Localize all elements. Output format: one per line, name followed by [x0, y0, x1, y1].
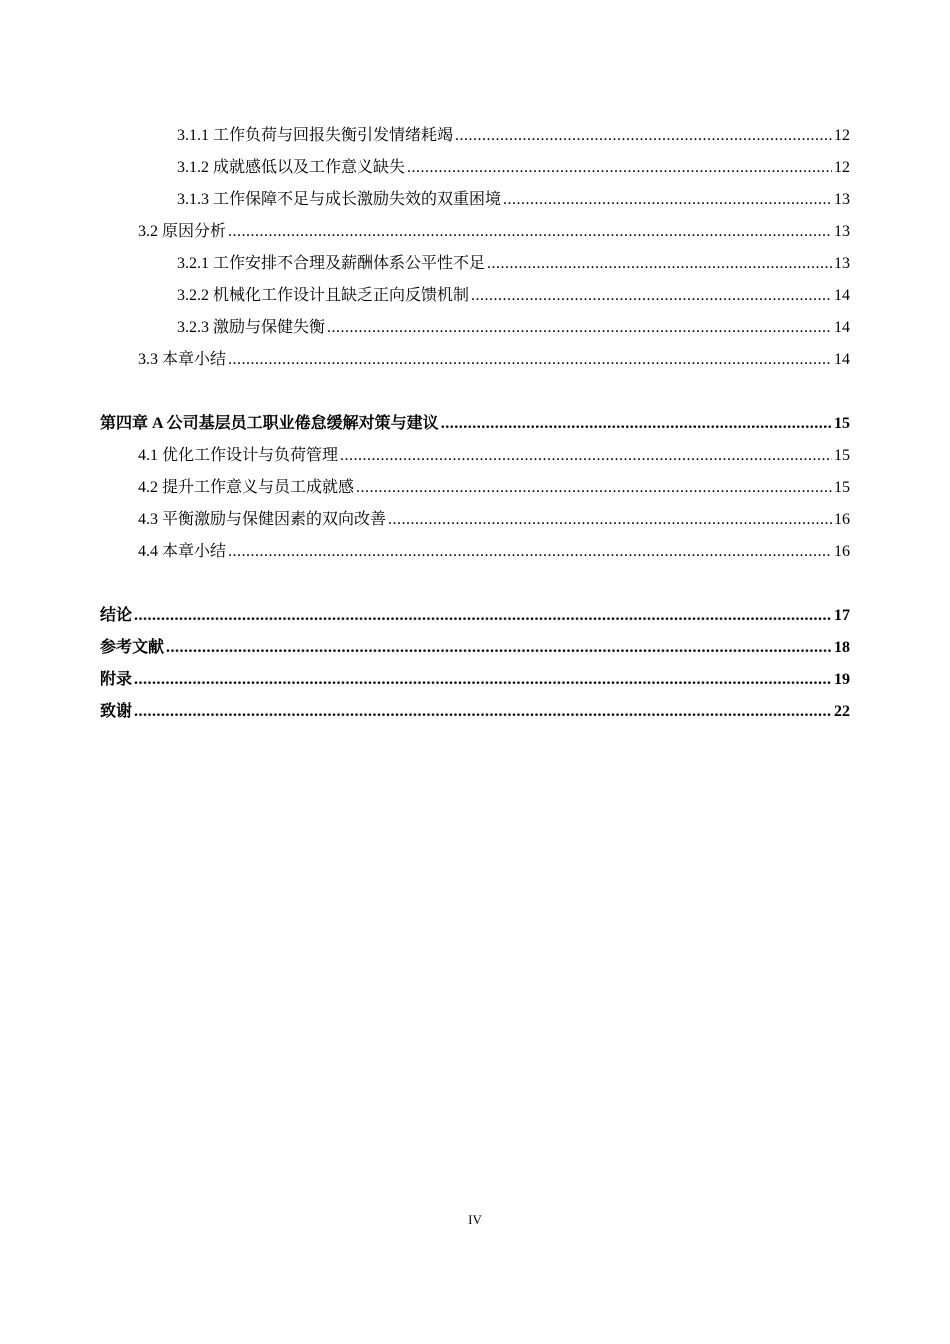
- toc-entry-label: 3.1.1 工作负荷与回报失衡引发情绪耗竭: [177, 127, 454, 144]
- toc-entry-label: 3.2 原因分析: [138, 223, 227, 240]
- toc-entry-label: 4.1 优化工作设计与负荷管理: [138, 447, 339, 464]
- toc-entry-4-2[interactable]: [138, 474, 850, 498]
- toc-page-number: 15: [834, 447, 850, 464]
- toc-page-number: 17: [834, 607, 850, 624]
- toc-entry-label: 4.3 平衡激励与保健因素的双向改善: [138, 511, 387, 528]
- toc-entry-3-3[interactable]: [138, 346, 850, 370]
- toc-entry-chapter-4[interactable]: [100, 410, 850, 434]
- dot-leader: [388, 510, 832, 530]
- toc-entry-label: 3.2.3 激励与保健失衡: [177, 319, 326, 336]
- dot-leader: [134, 702, 832, 722]
- toc-entry-4-1[interactable]: [138, 442, 850, 466]
- toc-page-number: 13: [834, 191, 850, 208]
- toc-entry-3-1-2[interactable]: [177, 154, 850, 178]
- toc-entry-label: 3.1.3 工作保障不足与成长激励失效的双重困境: [177, 191, 502, 208]
- toc-page-number: 22: [834, 703, 850, 720]
- dot-leader: [471, 286, 832, 306]
- toc-entry-3-2[interactable]: [138, 218, 850, 242]
- toc-page-number: 16: [834, 543, 850, 560]
- toc-entry-acknowledgements[interactable]: [100, 698, 850, 722]
- dot-leader: [228, 222, 832, 242]
- toc-entry-3-2-1[interactable]: [177, 250, 850, 274]
- dot-leader: [441, 414, 832, 434]
- toc-entry-appendix[interactable]: [100, 666, 850, 690]
- dot-leader: [356, 478, 832, 498]
- toc-entry-3-1-3[interactable]: [177, 186, 850, 210]
- toc-page-number: 19: [834, 671, 850, 688]
- dot-leader: [134, 606, 832, 626]
- toc-page-number: 18: [834, 639, 850, 656]
- dot-leader: [228, 350, 832, 370]
- dot-leader: [503, 190, 832, 210]
- toc-entry-label: 4.4 本章小结: [138, 543, 227, 560]
- toc-entry-references[interactable]: [100, 634, 850, 658]
- dot-leader: [166, 638, 832, 658]
- toc-page-number: 12: [834, 159, 850, 176]
- toc-page-number: 14: [834, 287, 850, 304]
- toc-page-number: 14: [834, 351, 850, 368]
- toc-entry-label: 3.2.1 工作安排不合理及薪酬体系公平性不足: [177, 255, 486, 272]
- toc-entry-label: 3.3 本章小结: [138, 351, 227, 368]
- dot-leader: [228, 542, 832, 562]
- dot-leader: [407, 158, 832, 178]
- dot-leader: [340, 446, 832, 466]
- toc-entry-3-2-2[interactable]: [177, 282, 850, 306]
- toc-entry-label: 第四章 A 公司基层员工职业倦怠缓解对策与建议: [100, 415, 439, 432]
- toc-entry-label: 参考文献: [100, 639, 165, 656]
- toc-entry-label: 3.1.2 成就感低以及工作意义缺失: [177, 159, 406, 176]
- toc-page-number: 15: [834, 415, 850, 432]
- toc-entry-3-1-1[interactable]: [177, 122, 850, 146]
- toc-page-number: 12: [834, 127, 850, 144]
- toc-entry-conclusion[interactable]: [100, 602, 850, 626]
- page-footer-number: IV: [468, 1212, 482, 1227]
- toc-page-number: 16: [834, 511, 850, 528]
- dot-leader: [134, 670, 832, 690]
- dot-leader: [327, 318, 832, 338]
- toc-entry-label: 致谢: [100, 703, 133, 720]
- toc-entry-4-3[interactable]: [138, 506, 850, 530]
- dot-leader: [455, 126, 832, 146]
- toc-entry-4-4[interactable]: [138, 538, 850, 562]
- toc-page-number: 15: [834, 479, 850, 496]
- dot-leader: [487, 254, 832, 274]
- toc-page-number: 13: [834, 223, 850, 240]
- toc-page-number: 13: [834, 255, 850, 272]
- toc-entry-label: 4.2 提升工作意义与员工成就感: [138, 479, 355, 496]
- toc-entry-3-2-3[interactable]: [177, 314, 850, 338]
- toc-entry-label: 3.2.2 机械化工作设计且缺乏正向反馈机制: [177, 287, 470, 304]
- toc-entry-label: 附录: [100, 671, 133, 688]
- toc-page-number: 14: [834, 319, 850, 336]
- toc-entry-label: 结论: [100, 607, 133, 624]
